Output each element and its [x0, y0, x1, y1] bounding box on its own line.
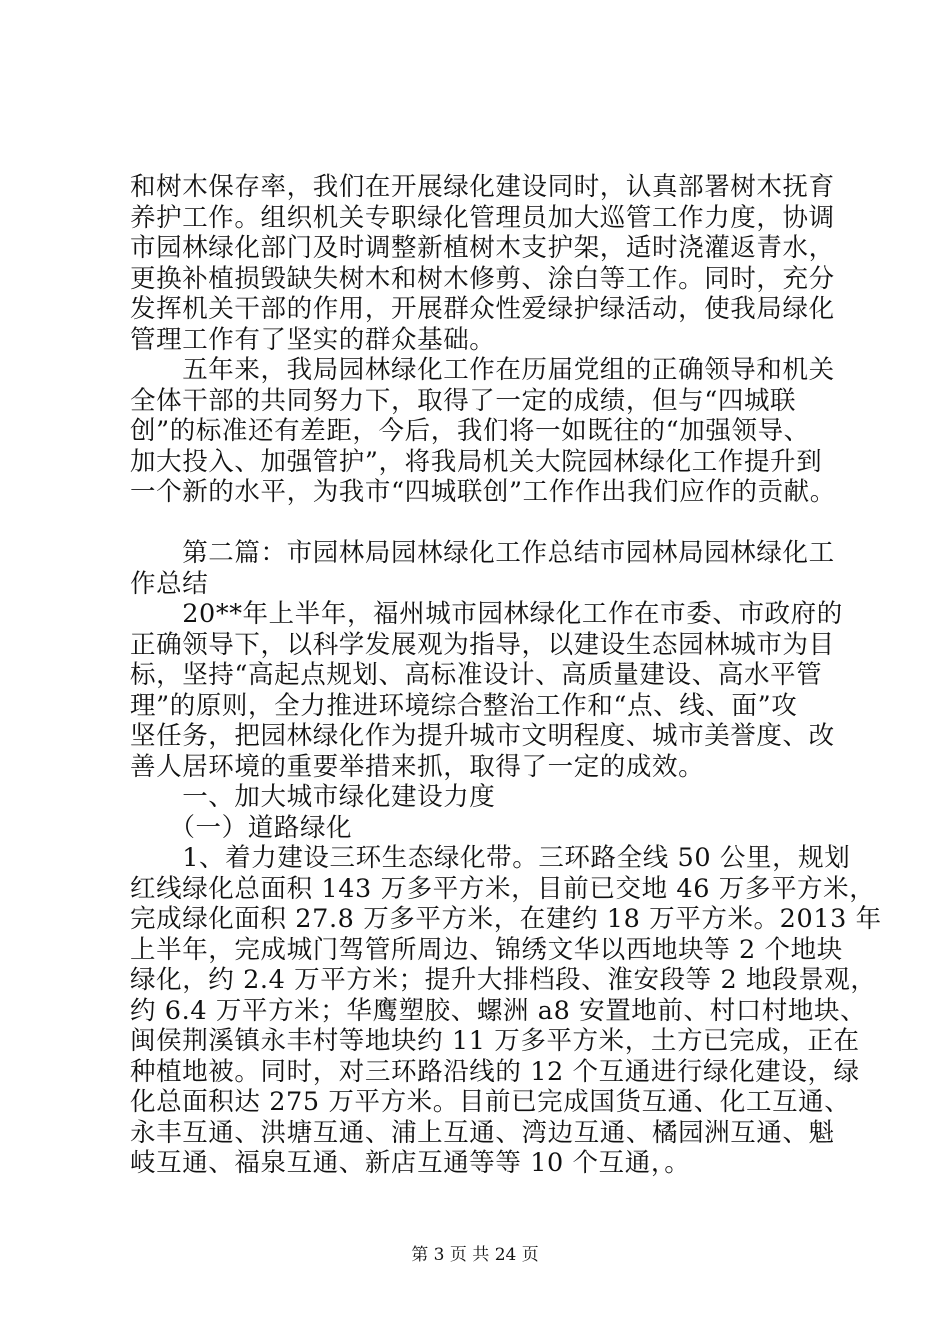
text-line: 管理工作有了坚实的群众基础。 [130, 324, 496, 355]
text-line: 养护工作。组织机关专职绿化管理员加大巡管工作力度，协调 [130, 202, 835, 233]
text-line: 20**年上半年，福州城市园林绿化工作在市委、市政府的 [130, 599, 843, 629]
text-line: 约 6.4 万平方米；华鹰塑胶、螺洲 a8 安置地前、村口村地块、 [130, 995, 867, 1026]
text-line: （一）道路绿化 [130, 812, 353, 843]
text-line: 一、加大城市绿化建设力度 [130, 782, 496, 812]
text-line: 创”的标准还有差距，今后，我们将一如既往的“加强领导、 [130, 416, 810, 446]
text-line: 完成绿化面积 27.8 万多平方米，在建约 18 万平方米。2013 年 [130, 904, 882, 934]
text-line: 作总结 [130, 568, 209, 599]
text-line: 1、着力建设三环生态绿化带。三环路全线 50 公里，规划 [130, 843, 851, 873]
text-line: 五年来，我局园林绿化工作在历届党组的正确领导和机关 [130, 355, 835, 385]
text-line: 坚任务，把园林绿化作为提升城市文明程度、城市美誉度、改 [130, 721, 835, 751]
text-line: 正确领导下，以科学发展观为指导，以建设生态园林城市为目 [130, 629, 835, 660]
text-line: 和树木保存率，我们在开展绿化建设同时，认真部署树木抚育 [130, 172, 835, 202]
text-line: 一个新的水平，为我市“四城联创”工作作出我们应作的贡献。 [130, 477, 836, 507]
text-line: 闽侯荆溪镇永丰村等地块约 11 万多平方米，土方已完成，正在 [130, 1026, 860, 1056]
text-line: 市园林绿化部门及时调整新植树木支护架，适时浇灌返青水， [130, 233, 835, 263]
text-line [130, 506, 850, 540]
text-line: 上半年，完成城门驾管所周边、锦绣文华以西地块等 2 个地块 [130, 934, 843, 965]
text-line: 第二篇：市园林局园林绿化工作总结市园林局园林绿化工 [130, 538, 835, 568]
text-line: 岐互通、福泉互通、新店互通等等 10 个互通，。 [130, 1148, 691, 1178]
text-line: 更换补植损毁缺失树木和树木修剪、涂白等工作。同时，充分 [130, 263, 835, 294]
text-line: 绿化，约 2.4 万平方米；提升大排档段、淮安段等 2 地段景观， [130, 965, 877, 995]
text-line: 永丰互通、洪塘互通、浦上互通、湾边互通、橘园洲互通、魁 [130, 1117, 835, 1148]
text-line: 种植地被。同时，对三环路沿线的 12 个互通进行绿化建设，绿 [130, 1056, 860, 1087]
text-line: 加大投入、加强管护”，将我局机关大院园林绿化工作提升到 [130, 446, 823, 477]
text-line: 全体干部的共同努力下，取得了一定的成绩，但与“四城联 [130, 385, 797, 416]
text-line: 红线绿化总面积 143 万多平方米，目前已交地 46 万多平方米， [130, 873, 876, 904]
text-line: 理”的原则，全力推进环境综合整治工作和“点、线、面”攻 [130, 690, 798, 721]
text-line: 化总面积达 275 万平方米。目前已完成国货互通、化工互通、 [130, 1087, 851, 1117]
text-line: 善人居环境的重要举措来抓，取得了一定的成效。 [130, 751, 705, 782]
text-line: 标，坚持“高起点规划、高标准设计、高质量建设、高水平管 [130, 660, 823, 690]
text-line: 发挥机关干部的作用，开展群众性爱绿护绿活动，使我局绿化 [130, 294, 835, 324]
page-footer: 第 3 页 共 24 页 [411, 1245, 539, 1265]
